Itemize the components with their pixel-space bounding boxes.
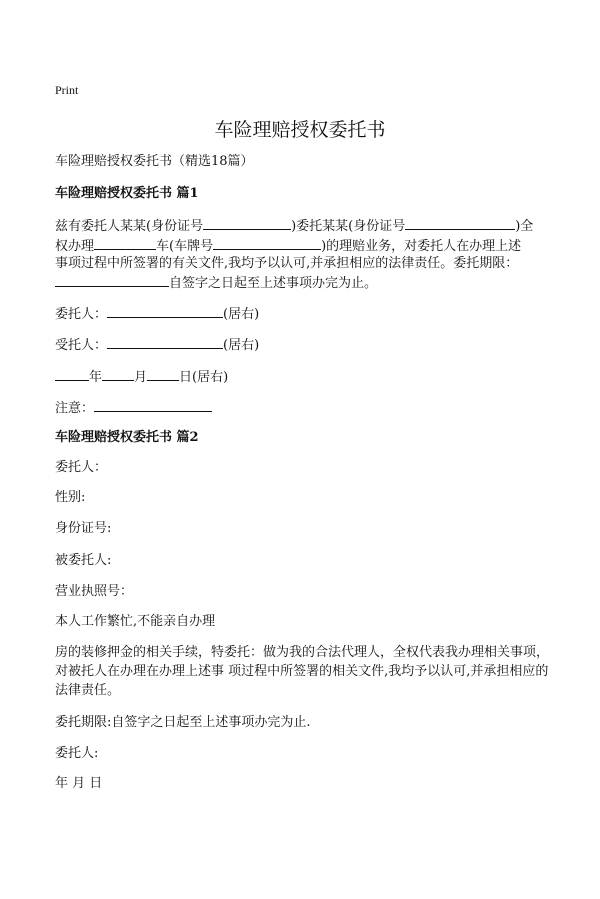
section1-paragraph-line4: [55, 272, 377, 294]
section1-text: )的理赔业务，对委托人在办理上述: [321, 239, 522, 254]
section1-text: )委托某某(身份证号: [291, 219, 406, 234]
date-line: [55, 366, 228, 388]
section1-heading: 车险理赔授权委托书 篇1: [55, 186, 199, 201]
fill-blank: [94, 397, 212, 412]
fill-blank: [213, 235, 321, 250]
entrusting-party-line: [55, 303, 259, 325]
fill-blank: [147, 366, 179, 381]
section2-entrusted: 被委托人:: [55, 553, 112, 568]
year-label: 年: [89, 370, 103, 385]
fill-blank: [107, 334, 223, 349]
section1-text: 自签字之日起至上述事项办完为止。: [169, 276, 378, 291]
section2-period: 委托期限:自签字之日起至上述事项办完为止.: [55, 715, 311, 730]
section2-entrusting-sign: 委托人:: [55, 746, 99, 761]
note-label: 注意：: [55, 401, 95, 416]
section2-busy: 本人工作繁忙,不能亲自办理: [55, 614, 216, 629]
month-label: 月: [134, 370, 148, 385]
entrusted-label: 受托人：: [55, 338, 108, 353]
day-label: 日(居右): [179, 370, 229, 385]
note-line: [55, 397, 212, 419]
align-right-note: (居右): [223, 338, 260, 353]
section2-date: 年 月 日: [55, 776, 103, 791]
section1-text: 兹有委托人某某(身份证号: [55, 219, 204, 234]
section1-text: 权办理: [55, 239, 95, 254]
section2-license: 营业执照号：: [55, 584, 134, 599]
document-subtitle: 车险理赔授权委托书（精选18篇）: [55, 154, 254, 169]
section2-gender: 性别:: [55, 490, 86, 505]
section2-heading: 车险理赔授权委托书 篇2: [55, 430, 199, 445]
document-title: 车险理赔授权委托书: [214, 119, 386, 141]
entrusted-party-line: [55, 334, 259, 356]
print-label: Print: [55, 83, 79, 97]
section2-entrusting: 委托人：: [55, 460, 108, 475]
fill-blank: [55, 366, 89, 381]
section2-id-number: 身份证号:: [55, 521, 112, 536]
fill-blank: [203, 215, 291, 230]
fill-blank: [55, 272, 169, 287]
fill-blank: [107, 303, 223, 318]
section2-paragraph: 房的装修押金的相关手续，特委托：做为我的合法代理人，全权代表我办理相关事项，对被托人在办理在办理上述事 项过程中所签署的相关文件,我均予以认可,并承担相应的法律责任。: [55, 645, 550, 698]
fill-blank: [102, 366, 134, 381]
section1-text: )全: [515, 219, 534, 234]
section1-paragraph-line1: [55, 215, 533, 237]
fill-blank: [405, 215, 515, 230]
section1-text: 车(车牌号: [156, 239, 214, 254]
section1-paragraph-line3: 事项过程中所签署的有关文件,我均予以认可,并承担相应的法律责任。委托期限：: [55, 256, 519, 271]
entrusting-label: 委托人：: [55, 307, 108, 322]
fill-blank: [94, 235, 156, 250]
align-right-note: (居右): [223, 307, 260, 322]
